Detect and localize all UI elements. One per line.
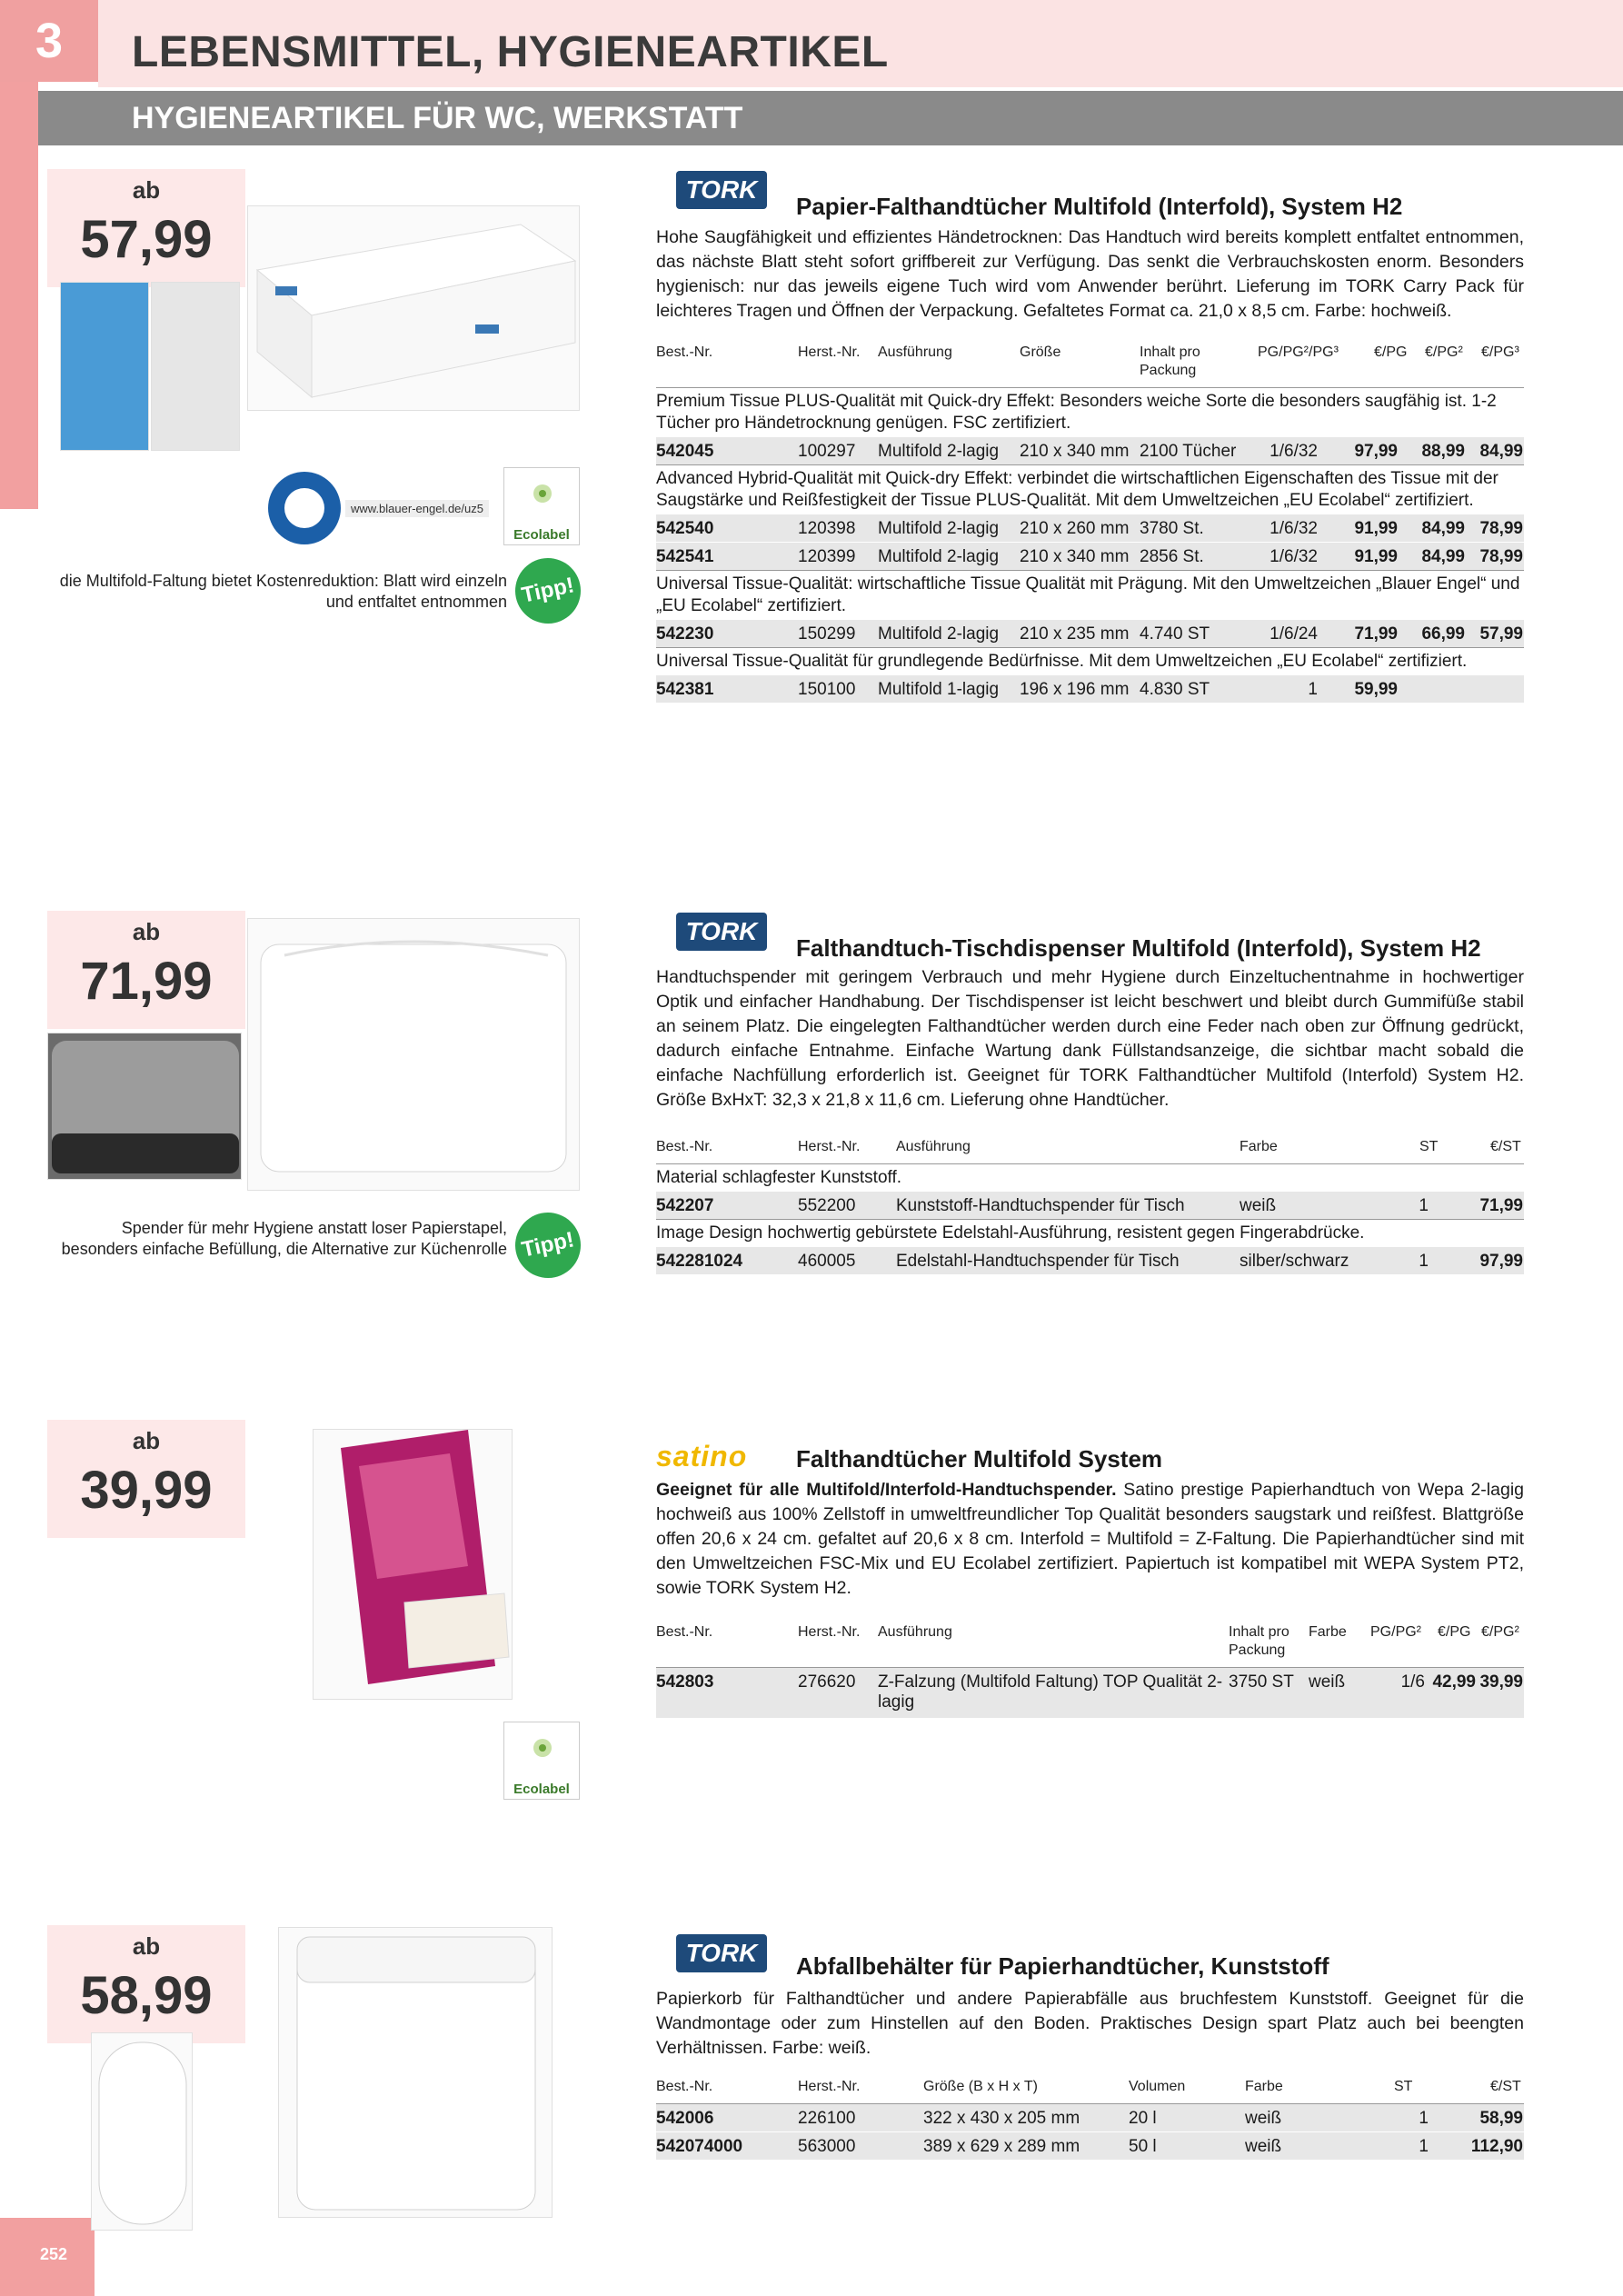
price-badge: [47, 911, 245, 1029]
table-row: 542381 150100 Multifold 1-lagig 196 x 196 mm 4.830 ST 1 59,99: [656, 674, 1524, 703]
product-title: Falthandtücher Multifold System: [796, 1445, 1163, 1472]
product-description: [656, 1478, 1524, 1601]
table-row: 542541 120399 Multifold 2-lagig 210 x 340 mm 2856 St. 1/6/32 91,99 84,99 78,99: [656, 542, 1524, 570]
chapter-number: 3: [0, 0, 98, 82]
product-description: Handtuchspender mit geringem Verbrauch und mehr Hygiene durch Einzeltuchentnahme in hochwertiger Optik und einfacher Handhabung. Der Tischdispenser ist leicht beschwert und bleibt durch Gummifüße stabil an seinem Platz. Die eingelegten Falthandtücher werden durch eine Feder nach oben zur Öffnung gedrückt, dadurch einfache Entnahme. Einfache Wartung dank Füllstandsanzeige, die sichtbar macht sobald die einfache Nachfüllung erforderlich ist. Geeignet für TORK Falthandtücher Multifold (Interfold) System H2. Größe BxHxT: 32,3 x 21,8 x 11,6 cm. Lieferung ohne Handtücher.: [656, 967, 1524, 1110]
price-value: 71,99: [80, 952, 213, 1011]
product-image-dispenser-white: [247, 918, 580, 1191]
dispenser-icon: [248, 919, 581, 1192]
description-lead: Geeignet für alle Multifold/Interfold-Handtuchspender.: [656, 1480, 1117, 1500]
product-table: [656, 1623, 1524, 1718]
product-image-dispenser-steel: [47, 1033, 242, 1180]
product-caption: Spender für mehr Hygiene anstatt loser Papierstapel, besonders einfache Befüllung, die Alternative zur Küchenrolle: [61, 1219, 507, 1258]
dispensing-illustration: [60, 282, 149, 451]
reduced-consumption-illustration: [151, 282, 240, 451]
product-title: Falthandtuch-Tischdispenser Multifold (Interfold), System H2: [796, 934, 1481, 962]
tork-logo: TORK: [676, 913, 767, 951]
small-bin-icon: [92, 2033, 194, 2231]
table-header: Best.-Nr. Herst.-Nr. Ausführung Inhalt pro Packung Farbe PG/PG² €/PG €/PG²: [656, 1624, 1519, 1658]
price-prefix: ab: [132, 1427, 161, 1454]
flower-icon: [504, 1722, 581, 1777]
table-header: Best.-Nr. Herst.-Nr. Ausführung Größe Inhalt pro Packung PG/PG²/PG³ €/PG €/PG² €/PG³: [656, 344, 1519, 378]
product-title: Papier-Falthandtücher Multifold (Interfold), System H2: [796, 193, 1403, 220]
price-value: 39,99: [80, 1461, 213, 1520]
table-row: 542281024 460005 Edelstahl-Handtuchspender für Tisch silber/schwarz 1 97,99: [656, 1246, 1524, 1274]
page-number: 252: [40, 2245, 68, 2263]
steel-dispenser-icon: [48, 1033, 243, 1181]
table-row: 542207 552200 Kunststoff-Handtuchspender für Tisch weiß 1 71,99: [656, 1191, 1524, 1219]
product-title: Abfallbehälter für Papierhandtücher, Kunststoff: [796, 1952, 1329, 1980]
large-bin-icon: [279, 1928, 553, 2219]
eu-ecolabel-1: [503, 467, 580, 545]
blue-angel-url: www.blauer-engel.de/uz5: [345, 500, 489, 517]
price-badge: [47, 1420, 245, 1538]
table-header: Best.-Nr. Herst.-Nr. Größe (B x H x T) Volumen Farbe ST €/ST: [656, 2079, 1521, 2094]
flower-icon: [504, 468, 581, 523]
material-note: Material schlagfester Kunststoff.: [656, 1163, 1524, 1191]
satino-pack-icon: [314, 1430, 513, 1701]
tork-logo: TORK: [676, 171, 767, 209]
ecolabel-text: Ecolabel: [513, 527, 570, 543]
product-table: [656, 2078, 1524, 2160]
ecolabel-text: Ecolabel: [513, 1782, 570, 1797]
price-value: 58,99: [80, 1966, 213, 2025]
product-image-towels: [247, 205, 580, 411]
eu-ecolabel-3: [503, 1722, 580, 1800]
description-body: Satino prestige Papierhandtuch von Wepa 2-lagig hochweiß aus 100% Zellstoff in umweltfreundlicher Top Qualität besonders saugstark und reißfest. Blattgröße offen 20,6 x 24 cm. gefaltet auf 20,6 x 8 cm. Interfold = Multifold = Z-Faltung. Die Papierhandtücher sind mit den Umweltzeichen FSC-Mix und EU Ecolabel zertifiziert. Papiertuch ist kompatibel mit WEPA System PT2, sowie TORK System H2.: [656, 1480, 1524, 1598]
product-table: [656, 1138, 1524, 1274]
table-header: Best.-Nr. Herst.-Nr. Ausführung Farbe ST €/ST: [656, 1139, 1521, 1154]
table-row: 542803 276620 Z-Falzung (Multifold Faltung) TOP Qualität 2-lagig 3750 ST weiß 1/6 42,99 39,99: [656, 1667, 1524, 1718]
quality-note: Universal Tissue-Qualität: wirtschaftliche Tissue Qualität mit Prägung. Mit den Umweltzeichen „Blauer Engel“ und „EU Ecolabel“ zertifiziert.: [656, 570, 1524, 619]
material-note: Image Design hochwertig gebürstete Edelstahl-Ausführung, resistent gegen Fingerabdrücke.: [656, 1219, 1524, 1246]
section-title: HYGIENEARTIKEL FÜR WC, WERKSTATT: [132, 101, 743, 135]
product-description: Hohe Saugfähigkeit und effizientes Händetrocknen: Das Handtuch wird bereits komplett entfaltet entnommen, das nächste Blatt steht sofort griffbereit zur Verfügung. Das senkt die Verbrauchskosten enorm. Besonders hygienisch: nur das jeweils eigene Tuch wird vom Anwender berührt. Lieferung im TORK Carry Pack für leichteres Tragen und Öffnen der Verpackung. Gefaltetes Format ca. 21,0 x 8,5 cm. Farbe: hochweiß.: [656, 227, 1524, 321]
tipp-badge: Tipp!: [509, 552, 586, 629]
product-image-large-bin: [278, 1927, 553, 2218]
tipp-badge: Tipp!: [509, 1206, 586, 1283]
product-caption: die Multifold-Faltung bietet Kostenreduktion: Blatt wird einzeln und entfaltet entnommen: [59, 572, 507, 611]
price-prefix: ab: [132, 1932, 161, 1960]
price-badge: [47, 1925, 245, 2043]
price-prefix: ab: [132, 176, 161, 204]
blue-angel-icon: [264, 467, 345, 549]
table-row: 542074000 563000 389 x 629 x 289 mm 50 l weiß 1 112,90: [656, 2131, 1524, 2160]
blue-angel-label: [264, 467, 491, 551]
product-image-small-bin: [91, 2032, 193, 2231]
table-row: 542540 120398 Multifold 2-lagig 210 x 260 mm 3780 St. 1/6/32 91,99 84,99 78,99: [656, 514, 1524, 542]
satino-logo: satino: [656, 1440, 748, 1472]
product-image-satino-pack: [313, 1429, 513, 1700]
quality-note: Premium Tissue PLUS-Qualität mit Quick-dry Effekt: Besonders weiche Sorte die besonders saugfähig ist. 1-2 Tücher pro Händetrocknung genügen. FSC zertifiziert.: [656, 387, 1524, 436]
tork-logo: TORK: [676, 1934, 767, 1972]
table-row: 542006 226100 322 x 430 x 205 mm 20 l weiß 1 58,99: [656, 2103, 1524, 2131]
quality-note: Advanced Hybrid-Qualität mit Quick-dry Effekt: verbindet die wirtschaftlichen Eigenschaften des Tissue mit der Saugstärke und Reißfestigkeit der Tissue PLUS-Qualität. Mit dem Umweltzeichen „EU Ecolabel“ zertifiziert.: [656, 464, 1524, 514]
chapter-title: LEBENSMITTEL, HYGIENEARTIKEL: [132, 28, 889, 76]
table-row: 542045 100297 Multifold 2-lagig 210 x 340 mm 2100 Tücher 1/6/32 97,99 88,99 84,99: [656, 436, 1524, 464]
table-row: 542230 150299 Multifold 2-lagig 210 x 235 mm 4.740 ST 1/6/24 71,99 66,99 57,99: [656, 619, 1524, 647]
price-prefix: ab: [132, 918, 161, 945]
product-description: Papierkorb für Falthandtücher und andere Papierabfälle aus bruchfestem Kunststoff. Geeignet für die Wandmontage oder zum Hinstellen auf den Boden. Praktisches Design spart Platz auch bei beengten Verhältnissen. Farbe: weiß.: [656, 1989, 1524, 2058]
price-value: 57,99: [80, 210, 213, 269]
product-table: [656, 344, 1524, 703]
quality-note: Universal Tissue-Qualität für grundlegende Bedürfnisse. Mit dem Umweltzeichen „EU Ecolabel“ zertifiziert.: [656, 647, 1524, 674]
price-badge: [47, 169, 245, 287]
towel-pack-icon: [248, 206, 581, 412]
